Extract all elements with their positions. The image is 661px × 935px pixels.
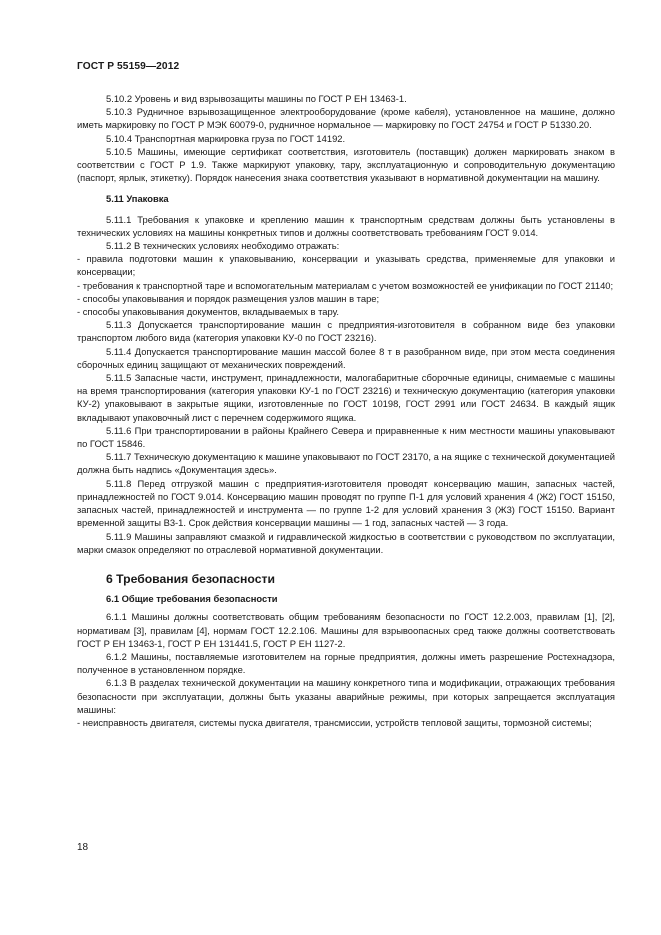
document-header: ГОСТ Р 55159—2012 [77,61,180,72]
paragraph-5-11-6: 5.11.6 При транспортировании в районы Крайнего Севера и приравненные к ним местности машины упаковывают по ГОСТ 15846. [77,424,615,450]
paragraph-5-11-5: 5.11.5 Запасные части, инструмент, принадлежности, малогабаритные сборочные единицы, снимаемые с машины на время транспортирования (категория упаковки КУ-1 по ГОСТ 23216) и техническую документацию (категория упаковки КУ-2) упаковывают в закрытые ящики, изготовленные по ГОСТ 10198, ГОСТ 2991 или ГОСТ 24634. В каждый ящик вкладывают упаковочный лист с перечнем содержимого ящика. [77,372,615,423]
document-body [77,92,615,729]
paragraph-5-11-7: 5.11.7 Техническую документацию к машине упаковывают по ГОСТ 23170, а на ящике с технической документацией должна быть надпись «Документация здесь». [77,451,615,476]
paragraph-5-11-1: 5.11.1 Требования к упаковке и креплению машин к транспортным средствам должны быть установлены в технических условиях на машины конкретных типов и должны соответствовать требованиям ГОСТ 9.014. [77,213,615,238]
paragraph-5-10-4: 5.10.4 Транспортная маркировка груза по ГОСТ 14192. [106,132,346,144]
paragraph-6-1-3: 6.1.3 В разделах технической документации на машину конкретного типа и модификации, отражающих требования безопасности при эксплуатации, должны быть указаны аварийные режимы, при которых запрещается эксплуатация машины: [77,677,615,715]
paragraph-5-10-3: 5.10.3 Рудничное взрывозащищенное электрооборудование (кроме кабеля), установленное на машине, должно иметь маркировку по ГОСТ Р МЭК 60079-0, рудничное нормальное — маркировку по ГОСТ 24754 и ГОСТ Р 51330.20. [77,106,615,131]
paragraph-5-11-4: 5.11.4 Допускается транспортирование машин массой более 8 т в разобранном виде, при этом места соединения сборочных единиц защищают от механических повреждений. [77,345,615,370]
section-heading-6-1: 6.1 Общие требования безопасности [106,593,278,605]
paragraph-6-1-1: 6.1.1 Машины должны соответствовать общим требованиям безопасности по ГОСТ 12.2.003, правилам [1], [2], нормативам [3], правилам [4], нормам ГОСТ 12.2.106. Машины для взрывоопасных сред также должны соответствовать ГОСТ Р ЕН 13463-1, ГОСТ Р ЕН 131441.5, ГОСТ Р ЕН 1127-2. [77,611,615,649]
paragraph-5-10-5: 5.10.5 Машины, имеющие сертификат соответствия, изготовитель (поставщик) должен маркировать знаком в соответствии с ГОСТ Р 1.9. Также маркируют упаковку, тару, эксплуатационную и сопроводительную документацию (паспорт, ярлык, этикетку). Порядок нанесения знака соответствия указывают в нормативной документации на машину. [77,145,615,184]
section-heading-6: 6 Требования безопасности [106,571,275,586]
list-item: - способы упаковывания и порядок размещения узлов машин в таре; [77,292,380,304]
paragraph-6-1-2: 6.1.2 Машины, поставляемые изготовителем на горные предприятия, должны иметь разрешение Ростехнадзора, полученное в установленном порядке. [77,650,615,676]
page-number: 18 [77,842,89,853]
paragraph-5-11-9: 5.11.9 Машины заправляют смазкой и гидравлической жидкостью в соответствии с руководством по эксплуатации, марки смазок определяют по отраслевой нормативной документации. [77,530,615,555]
list-item: - требования к транспортной таре и вспомогательным материалам с учетом возможностей ее унификации по ГОСТ 21140; [77,279,614,291]
list-item: - правила подготовки машин к упаковыванию, консервации и указывать средства, применяемые для упаковки и консервации; [77,253,615,278]
paragraph-5-11-2: 5.11.2 В технических условиях необходимо отражать: [106,240,340,252]
paragraph-5-10-2: 5.10.2 Уровень и вид взрывозащиты машины по ГОСТ Р ЕН 13463-1. [106,93,407,104]
list-item: - неисправность двигателя, системы пуска двигателя, трансмиссии, устройств тепловой защиты, тормозной системы; [77,716,592,728]
paragraph-5-11-3: 5.11.3 Допускается транспортирование машин с предприятия-изготовителя в собранном виде без упаковки транспортом любого вида (категория упаковки КУ-0 по ГОСТ 23216). [77,319,615,344]
section-heading-5-11: 5.11 Упаковка [106,193,169,205]
list-item: - способы упаковывания документов, вкладываемых в тару. [77,306,339,318]
paragraph-5-11-8: 5.11.8 Перед отгрузкой машин с предприятия-изготовителя проводят консервацию машин, запасных частей, принадлежностей по ГОСТ 9.014. Консервацию машин проводят по группе П-1 для условий хранения 4 (Ж2) ГОСТ 15150, запасных частей, принадлежностей и инструмента — по группе 1-2 для условий хранения 3 (Ж3) ГОСТ 15150. Вариант временной защиты В3-1. Срок действия консервации машины — 1 год, запасных частей — 3 года. [77,477,615,529]
